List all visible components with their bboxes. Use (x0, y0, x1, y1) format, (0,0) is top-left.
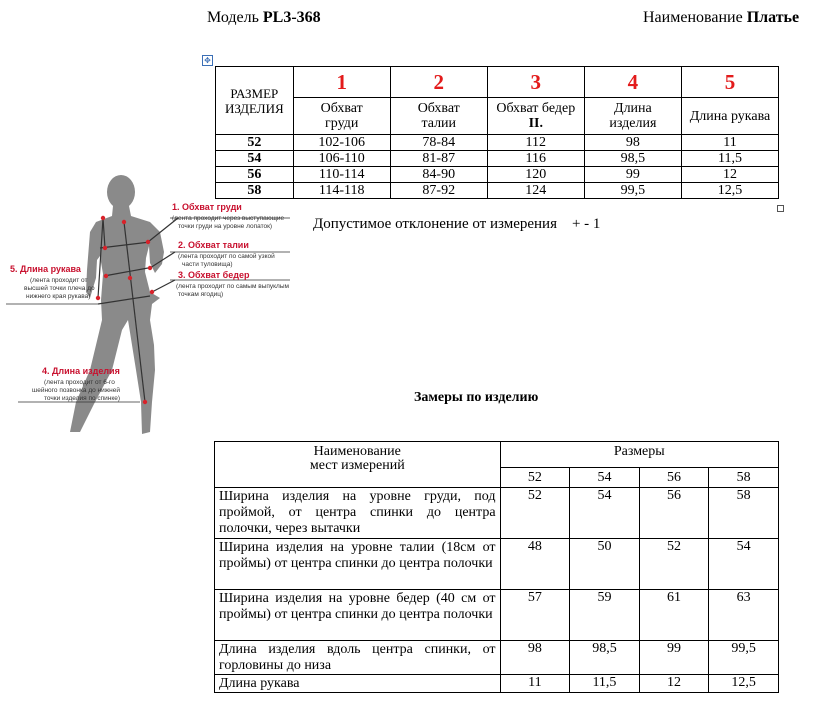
column-number-2: 2 (390, 67, 487, 98)
cell: 59 (570, 590, 640, 641)
table-row (215, 675, 779, 693)
table-row (215, 590, 779, 641)
label-length-title: 4. Длина изделия (42, 366, 120, 376)
label-sleeve-note: нижнего края рукава) (26, 293, 91, 300)
cell: 98,5 (584, 151, 681, 167)
cell: 11 (681, 135, 778, 151)
cell: 102-106 (293, 135, 390, 151)
cell: 99 (584, 167, 681, 183)
sizes-header: Размеры (500, 442, 778, 468)
cell: 98,5 (570, 641, 640, 675)
cell: 58 (709, 488, 779, 539)
label-sleeve-note: высшей точки плеча до (24, 285, 95, 292)
table-row (216, 135, 779, 151)
measurement-figure (0, 170, 300, 440)
column-number-5: 5 (681, 67, 778, 98)
cell: 12 (681, 167, 778, 183)
section-title: Замеры по изделию (414, 390, 539, 405)
column-header-sleeve: Длина рукава (681, 98, 778, 135)
cell: 48 (500, 539, 570, 590)
label-waist-note: части туловища) (182, 261, 233, 268)
measure-name-header: Наименование мест измерений (215, 442, 501, 488)
size-col-header: 56 (639, 468, 709, 488)
table-row (215, 539, 779, 590)
cell: 87-92 (390, 183, 487, 199)
cell: 63 (709, 590, 779, 641)
label-waist-title: 2. Обхват талии (178, 240, 249, 250)
cell: 50 (570, 539, 640, 590)
model-value: PL3-368 (262, 9, 321, 26)
cell: 56 (639, 488, 709, 539)
row-label: Ширина изделия на уровне груди, под проймой, от центра спинки до центра полочки, через вытачки (215, 488, 501, 539)
column-header-chest: Обхват груди (293, 98, 390, 135)
cell: 112 (487, 135, 584, 151)
name-header (643, 9, 799, 27)
table-row (215, 641, 779, 675)
column-header-hips: Обхват бедер II. (487, 98, 584, 135)
label-chest-title: 1. Обхват груди (172, 202, 242, 212)
cell: 99 (639, 641, 709, 675)
tolerance-text: Допустимое отклонение от измерения + - 1 (313, 216, 601, 232)
cell: 54 (709, 539, 779, 590)
column-header-waist: Обхват талии (390, 98, 487, 135)
cell: 116 (487, 151, 584, 167)
label-hips-title: 3. Обхват бедер (178, 270, 250, 280)
row-label: Ширина изделия на уровне талии (18см от проймы) от центра спинки до центра полочки (215, 539, 501, 590)
cell: 81-87 (390, 151, 487, 167)
label-chest-note: точки груди на уровне лопаток) (178, 223, 273, 230)
row-size: 52 (216, 135, 294, 151)
cell: 11,5 (681, 151, 778, 167)
table-row (215, 488, 779, 539)
cell: 61 (639, 590, 709, 641)
label-chest-note: (лента проходит через выступающие (172, 215, 285, 222)
label-hips-note: (лента проходит по самым выпуклым (176, 283, 289, 290)
row-label: Ширина изделия на уровне бедер (40 см от проймы) от центра спинки до центра полочки (215, 590, 501, 641)
cell: 11 (500, 675, 570, 693)
cell: 124 (487, 183, 584, 199)
cell: 98 (584, 135, 681, 151)
size-col-header: 54 (570, 468, 640, 488)
table-row (216, 151, 779, 167)
model-header (207, 9, 321, 27)
label-waist-note: (лента проходит по самой узкой (178, 253, 275, 260)
cell: 99,5 (584, 183, 681, 199)
name-value: Платье (746, 9, 800, 26)
label-sleeve-title: 5. Длина рукава (10, 264, 81, 274)
cell: 52 (500, 488, 570, 539)
label-hips-note: точкам ягодиц) (178, 291, 224, 298)
model-label: Модель (207, 9, 259, 26)
cell: 98 (500, 641, 570, 675)
cell: 84-90 (390, 167, 487, 183)
cell: 52 (639, 539, 709, 590)
column-header-length: Длина изделия (584, 98, 681, 135)
cell: 106-110 (293, 151, 390, 167)
label-length-note: точки изделия по спинке) (44, 395, 121, 402)
row-size: 56 (216, 167, 294, 183)
size-table-corner: РАЗМЕР ИЗДЕЛИЯ (216, 67, 294, 135)
column-number-3: 3 (487, 67, 584, 98)
row-label: Длина рукава (215, 675, 501, 693)
column-number-4: 4 (584, 67, 681, 98)
table-resize-handle[interactable] (777, 205, 784, 212)
cell: 12,5 (681, 183, 778, 199)
label-length-note: (лента проходит от 6-го (44, 379, 115, 386)
cell: 120 (487, 167, 584, 183)
cell: 114-118 (293, 183, 390, 199)
table-move-handle-icon[interactable]: ✥ (202, 55, 213, 66)
row-size: 58 (216, 183, 294, 199)
cell: 110-114 (293, 167, 390, 183)
label-sleeve-note: (лента проходит от (30, 277, 88, 284)
name-label: Наименование (643, 9, 743, 26)
cell: 12,5 (709, 675, 779, 693)
row-size: 54 (216, 151, 294, 167)
label-length-note: шейного позвонка до нижней (32, 387, 120, 394)
cell: 54 (570, 488, 640, 539)
column-number-1: 1 (293, 67, 390, 98)
cell: 99,5 (709, 641, 779, 675)
size-col-header: 52 (500, 468, 570, 488)
row-label: Длина изделия вдоль центра спинки, от горловины до низа (215, 641, 501, 675)
cell: 78-84 (390, 135, 487, 151)
measurements-table (214, 441, 779, 693)
cell: 57 (500, 590, 570, 641)
cell: 12 (639, 675, 709, 693)
cell: 11,5 (570, 675, 640, 693)
size-col-header: 58 (709, 468, 779, 488)
